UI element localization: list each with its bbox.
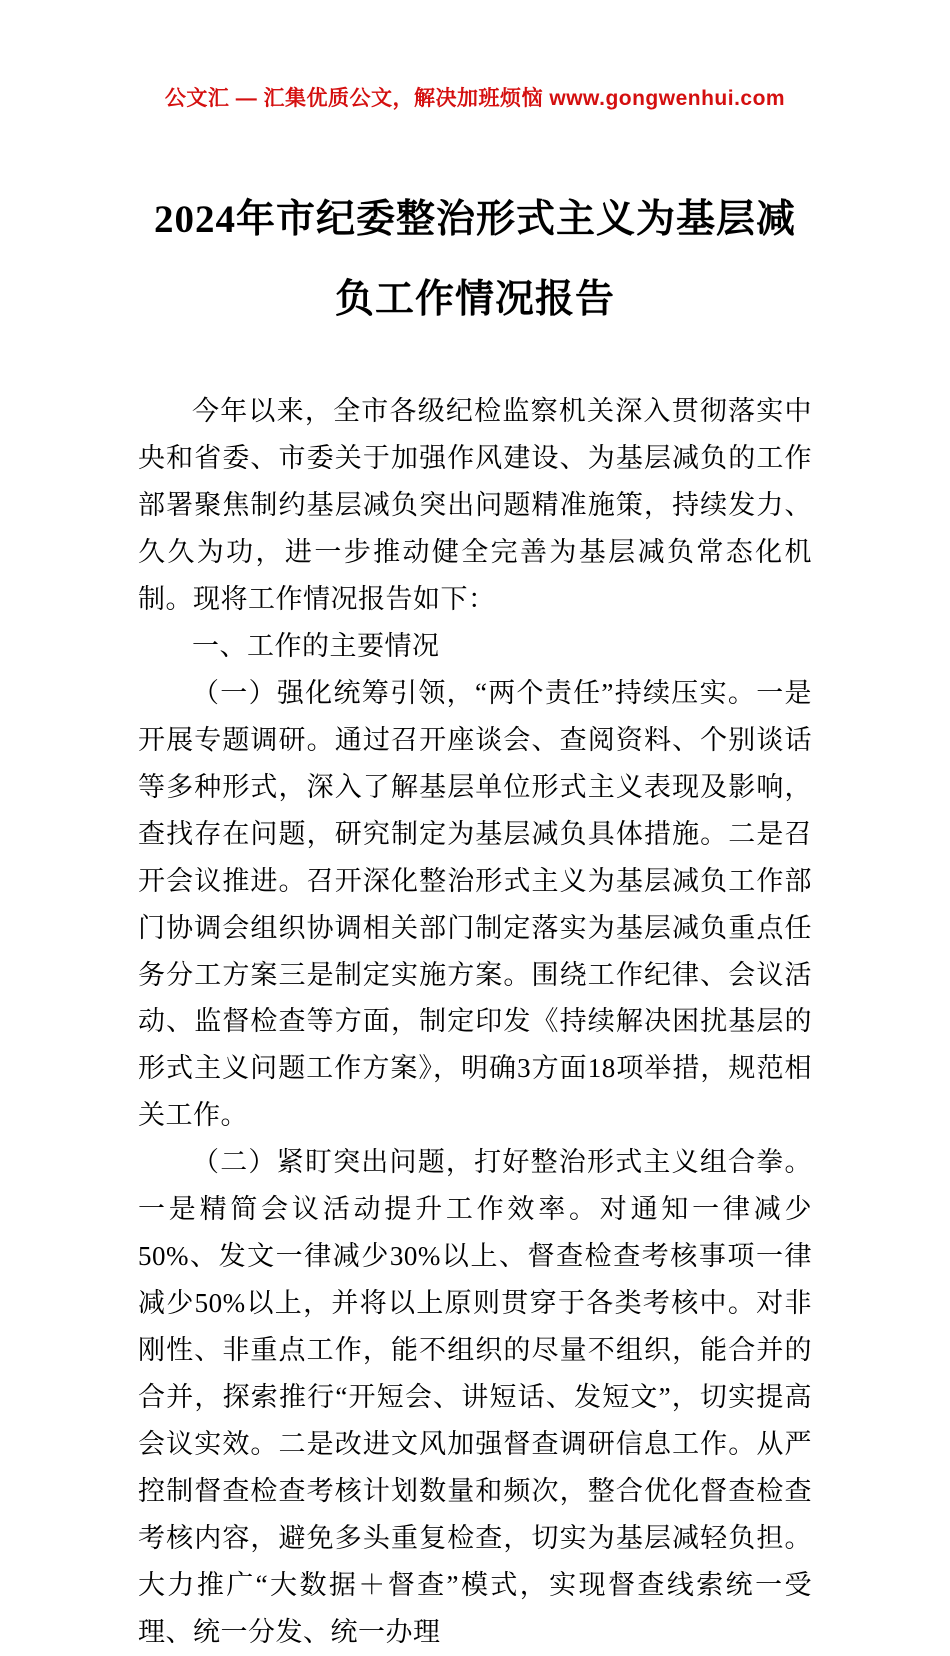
paragraph-intro: 今年以来，全市各级纪检监察机关深入贯彻落实中央和省委、市委关于加强作风建设、为基层减负的工作部署聚焦制约基层减负突出问题精准施策，持续发力、久久为功，进一步推动健全完善为基层减负常态化机制。现将工作情况报告如下： (138, 395, 812, 614)
document-title: 2024年市纪委整治形式主义为基层减负工作情况报告 (153, 198, 796, 321)
site-watermark-header: 公文汇 — 汇集优质公文，解决加班烦恼 www.gongwenhui.com (164, 87, 786, 110)
document-body (138, 388, 812, 1656)
paragraph-section-1-1: （一）强化统筹引领，“两个责任”持续压实。一是开展专题调研。通过召开座谈会、查阅资料、个别谈话等多种形式，深入了解基层单位形式主义表现及影响，查找存在问题，研究制定为基层减负具体措施。二是召开会议推进。召开深化整治形式主义为基层减负工作部门协调会组织协调相关部门制定落实为基层减负重点任务分工方案三是制定实施方案。围绕工作纪律、会议活动、监督检查等方面，制定印发《持续解决困扰基层的形式主义问题工作方案》，明确3方面18项举措，规范相关工作。 (138, 677, 812, 1131)
section-heading-1: 一、工作的主要情况 (192, 630, 440, 661)
paragraph-section-1-2: （二）紧盯突出问题，打好整治形式主义组合拳。一是精简会议活动提升工作效率。对通知一律减少50%、发文一律减少30%以上、督查检查考核事项一律减少50%以上，并将以上原则贯穿于各类考核中。对非刚性、非重点工作，能不组织的尽量不组织，能合并的合并，探索推行“开短会、讲短话、发短文”，切实提高会议实效。二是改进文风加强督查调研信息工作。从严控制督查检查考核计划数量和频次，整合优化督查检查考核内容，避免多头重复检查，切实为基层减轻负担。大力推广“大数据＋督查”模式，实现督查线索统一受理、统一分发、统一办理 (138, 1147, 812, 1648)
